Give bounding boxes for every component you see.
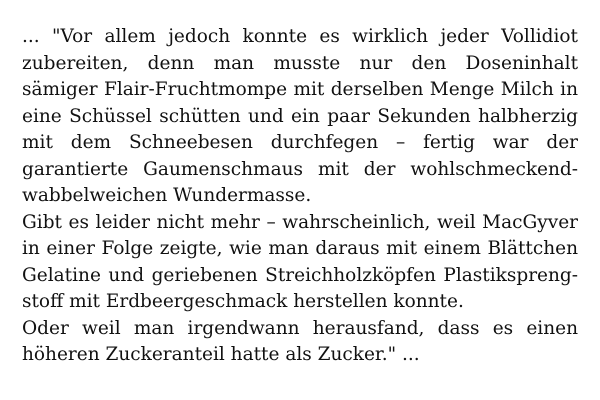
text-line: Gibt es leider nicht mehr – wahrscheinlich, weil MacGyver	[22, 211, 578, 233]
text-line: zubereiten, denn man musste nur den Doseninhalt	[22, 52, 578, 74]
text-line: Oder weil man irgendwann herausfand, dass es einen	[22, 317, 578, 339]
text-line: garantierte Gaumenschmaus mit der wohlschmeckend-	[22, 158, 578, 180]
text-line: sämiger Flair-Fruchtmompe mit derselben Menge Milch in	[22, 79, 578, 100]
text-line: in einer Folge zeigte, wie man daraus mit einem Blättchen	[22, 238, 578, 259]
text-line: stoff mit Erdbeergeschmack herstellen konnte.	[22, 291, 464, 312]
text-line: höheren Zuckeranteil hatte als Zucker." ...	[22, 344, 420, 365]
text-line: ... "Vor allem jedoch konnte es wirklich jeder Vollidiot	[22, 26, 578, 47]
text-line: eine Schüssel schütten und ein paar Sekunden halbherzig	[22, 105, 578, 127]
text-block	[22, 24, 578, 369]
text-line: mit dem Schneebesen durchfegen – fertig war der	[22, 132, 578, 153]
text-line: wabbelweichen Wundermasse.	[22, 185, 312, 206]
text-line: Gelatine und geriebenen Streichholzköpfen Plastikspreng-	[22, 264, 578, 286]
